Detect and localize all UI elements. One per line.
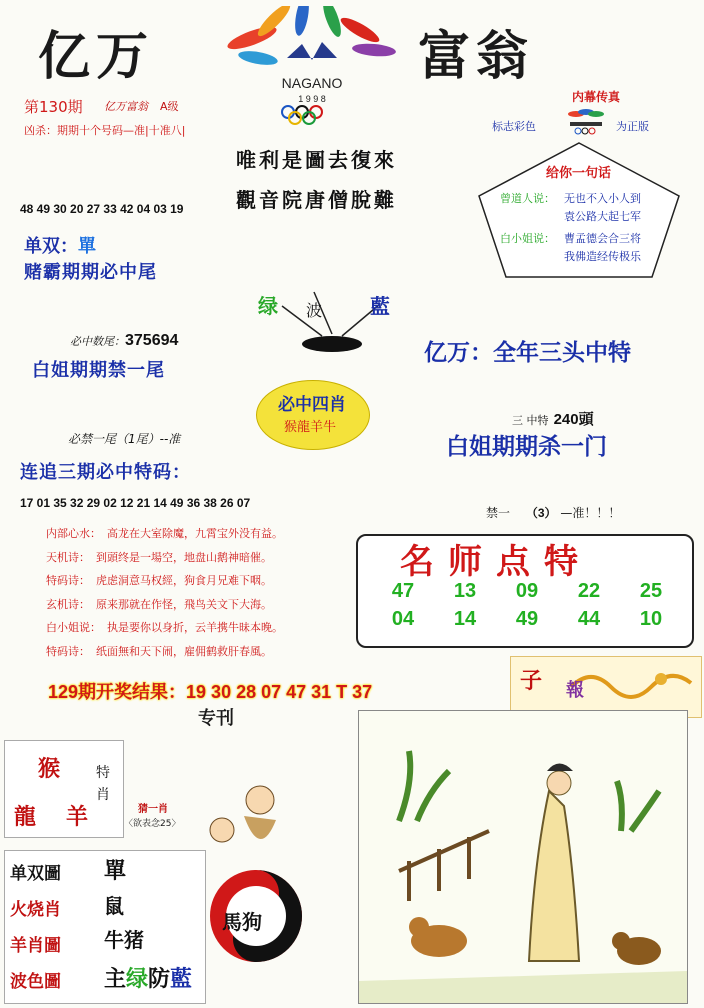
four-zodiac-animals: 猴龍羊牛 — [284, 420, 337, 435]
proverb-line1: 唯利是圖去復來 — [236, 148, 397, 172]
left-animal-1: 猴 — [38, 757, 61, 782]
tail-line: 赌霸期期必中尾 — [24, 262, 157, 283]
wave-green: 绿 — [258, 294, 278, 318]
ban-one-tail: 必禁一尾（1尾）--准 — [68, 432, 181, 446]
pentagon-title: 给你一句话 — [546, 166, 612, 181]
bottom-single: 單 — [104, 859, 127, 884]
zhuankan-badge — [158, 704, 288, 728]
bottom-animal-1: 鼠 — [104, 894, 124, 918]
zodiac-tag2: 報 — [566, 680, 584, 701]
poem-item — [46, 640, 346, 664]
master-number: 10 — [639, 608, 663, 630]
three-hit — [512, 408, 594, 429]
pentagon-row2-text2: 我佛造经传极乐 — [564, 250, 641, 263]
poem-item — [46, 546, 346, 570]
mini-logo — [560, 104, 610, 136]
slogan-1: 亿万：全年三头中特 — [424, 340, 631, 366]
master-number: 44 — [577, 608, 601, 630]
poem-label: 特码诗： — [46, 644, 90, 658]
issue-period: 第130期 — [24, 98, 83, 116]
issue-rule: 凶杀：期期十个号码—准|十准八| — [24, 124, 186, 137]
bottom-main — [104, 962, 192, 993]
main-prefix: 主 — [104, 967, 127, 992]
poem-text: 执是要你以身折，云羊携牛昧本晚。 — [107, 621, 283, 634]
horse-dog: 馬狗 — [222, 910, 262, 934]
master-number: 04 — [391, 608, 415, 630]
master-number: 49 — [515, 608, 539, 630]
svg-text:1 9 9 8: 1 9 9 8 — [298, 94, 326, 104]
left-badge — [124, 800, 194, 830]
zodiac-tag: 子 — [520, 669, 543, 694]
poem-text: 纸面無和天下闹，雇佣鹤救肝春風。 — [96, 644, 272, 658]
pentagon-row1-label: 曾道人说： — [500, 192, 555, 205]
left-badge-title: 猜一肖 — [138, 804, 168, 815]
issue-brand: 亿万富翁 — [104, 100, 148, 113]
ban-tail-line: 白姐期期禁一尾 — [32, 360, 165, 381]
poem-item — [46, 569, 346, 593]
ban-one — [486, 504, 620, 521]
zhuankan-label: 专刊 — [198, 708, 234, 729]
title-left: 亿万 — [38, 26, 155, 87]
master-number: 22 — [577, 580, 601, 602]
poem-text: 到頭终是一場空，地盘山鹅神暗催。 — [96, 550, 272, 564]
title-right: 富翁 — [418, 26, 535, 87]
pentagon-row1-text1: 无也不入小人到 — [564, 192, 641, 205]
master-number: 14 — [453, 608, 477, 630]
must-tail-label: 必中数尾： — [70, 335, 125, 348]
poem-item — [46, 593, 346, 617]
ban-one-value: （3） — [525, 506, 557, 520]
poem-label: 白小姐说： — [46, 621, 101, 634]
pentagon-row2-label: 白小姐说： — [500, 232, 555, 245]
main-blue: 藍 — [170, 967, 193, 992]
four-zodiac-title: 必中四肖 — [278, 395, 346, 415]
must-tail — [70, 330, 178, 350]
pentagon-row2-text1: 曹孟德会合三将 — [564, 232, 641, 245]
left-side-text: 特肖 — [96, 765, 110, 803]
inner-fax-right: 为正版 — [616, 120, 649, 133]
poem-label: 天机诗： — [46, 550, 90, 564]
inner-fax-left: 标志彩色 — [492, 120, 536, 133]
three-hit-value: 240頭 — [553, 411, 594, 428]
bottom-left-col-item: 火烧肖 — [10, 900, 61, 920]
single-double-value: 單 — [78, 236, 96, 257]
poem-label: 玄机诗： — [46, 597, 90, 611]
kid-icon — [200, 780, 290, 870]
pentagon-row1-text2: 袁公路大起七军 — [564, 210, 641, 223]
bottom-left-col-item: 羊肖圖 — [10, 936, 61, 956]
bottom-animal-2: 牛猪 — [104, 928, 144, 952]
bottom-left-col — [10, 856, 61, 1000]
inner-fax-title: 内幕传真 — [572, 90, 621, 104]
main-green: 绿 — [126, 967, 149, 992]
chase-line: 连追三期必中特码： — [20, 462, 191, 483]
wave-blue: 藍 — [370, 294, 390, 318]
nagano-logo — [212, 6, 412, 126]
draw-result: 129期开奖结果：19 30 28 07 47 31 T 37 — [48, 682, 373, 702]
left-animal-2: 龍 — [14, 805, 37, 830]
master-number: 47 — [391, 580, 415, 602]
single-double-label: 单双： — [24, 236, 78, 257]
poem-label: 内部心水： — [46, 527, 101, 540]
must-tail-value: 375694 — [125, 332, 179, 349]
poem-item — [46, 616, 346, 640]
slogan-2: 白姐期期杀一门 — [446, 434, 607, 460]
kids-illustration — [200, 780, 290, 870]
proverb-line2: 觀音院唐僧脫難 — [236, 188, 397, 212]
wave-label: 波 — [306, 301, 323, 320]
bottom-left-col-item: 波色圖 — [10, 972, 61, 992]
master-number: 25 — [639, 580, 663, 602]
monk-scene-illustration — [359, 711, 687, 1003]
poem-text: 高龙在大室除魔，九霄宝外没有益。 — [107, 527, 283, 540]
issue-grade: A级 — [160, 100, 179, 113]
olympic-mini-icon — [560, 104, 610, 136]
main-mid: 防 — [148, 967, 171, 992]
poem-item — [46, 522, 346, 546]
bottom-left-col-item: 单双圖 — [10, 864, 61, 884]
illustration-frame — [358, 710, 688, 1004]
poem-text: 原来那就在作怪，飛鸟关文下大海。 — [96, 597, 272, 611]
master-title: 名师点特 — [400, 542, 592, 582]
svg-text:NAGANO: NAGANO — [281, 75, 343, 91]
numbers-row-1: 48 49 30 20 27 33 42 04 03 19 — [20, 202, 184, 216]
master-number: 09 — [515, 580, 539, 602]
three-hit-label: 三 中特 — [512, 414, 549, 427]
ban-one-label: 禁一 — [486, 506, 511, 520]
left-animal-3: 羊 — [66, 805, 89, 830]
poem-text: 虎虑洞意马权經，狗食月兄难下咽。 — [96, 574, 272, 587]
master-number: 13 — [453, 580, 477, 602]
poem-label: 特码诗： — [46, 574, 90, 587]
ban-one-suffix: —准！！！ — [560, 506, 621, 520]
poem-list — [46, 522, 346, 663]
numbers-row-2: 17 01 35 32 29 02 12 21 14 49 36 38 26 07 — [20, 496, 251, 510]
left-badge-sub: 〈欲表念25〉 — [124, 819, 181, 829]
snowflower-icon — [212, 6, 412, 126]
single-double — [24, 232, 96, 258]
